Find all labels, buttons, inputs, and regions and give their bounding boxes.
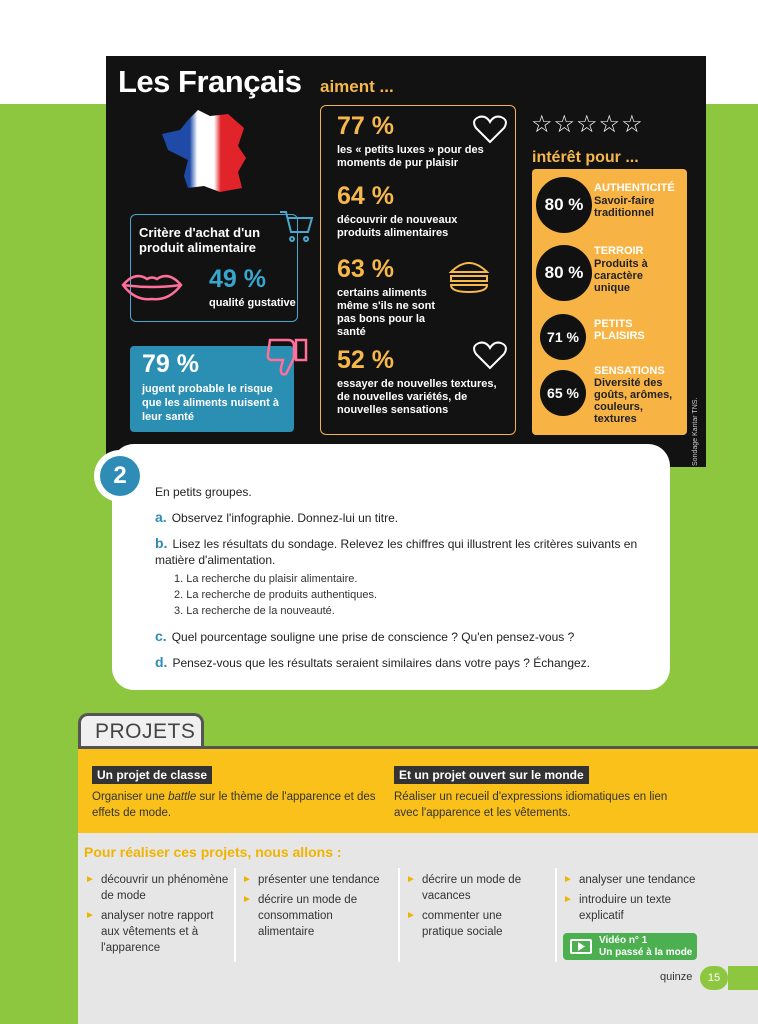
aiment-label: aiment ...	[320, 77, 394, 96]
goal-item: ► introduire un texte explicatif	[579, 892, 699, 924]
france-map-icon	[158, 106, 254, 196]
video-button[interactable]	[563, 933, 697, 960]
burger-icon	[447, 256, 491, 296]
goal-item: ► décrire un mode de consommation alimentaire	[258, 892, 373, 940]
goal-item: ► découvrir un phénomène de mode	[101, 872, 231, 904]
question-d: d. Pensez-vous que les résultats seraient similaires dans votre pays ? Échangez.	[155, 654, 590, 670]
class-project-heading: Un projet de classe	[92, 766, 212, 784]
stat-text: certains aliments même s'ils ne sont pas bons pour la santé	[337, 287, 435, 338]
page-tab	[728, 966, 758, 990]
stat-text: découvrir de nouveaux produits alimentaires	[337, 214, 458, 239]
page-word: quinze	[660, 971, 693, 983]
likes-panel	[320, 105, 516, 435]
risk-percent: 79 %	[142, 350, 199, 378]
column-separator	[234, 868, 236, 962]
world-project-text: Réaliser un recueil d'expressions idiomatiques en lien avec l'apparence et les vêtements.	[394, 791, 668, 819]
goal-item: ► analyser notre rapport aux vêtements et à l'apparence	[101, 908, 231, 956]
stat-circle: 80 %	[536, 177, 592, 233]
stat-percent: 64 %	[337, 182, 394, 210]
stat-percent: 52 %	[337, 346, 394, 374]
category-detail: Diversité des goûts, arômes, couleurs, textures	[594, 377, 673, 425]
criteria-label: Critère d'achat d'un produit alimentaire	[139, 225, 261, 255]
projets-tab: PROJETS	[78, 713, 204, 749]
category-label: PETITS PLAISIRS	[594, 318, 645, 342]
source-credit: Sondage Kantar TNS.	[692, 397, 699, 466]
column-separator	[398, 868, 400, 962]
shopping-cart-icon	[278, 206, 316, 244]
stat-circle: 80 %	[536, 245, 592, 301]
stat-text: les « petits luxes » pour des moments de pur plaisir	[337, 144, 484, 169]
world-project-heading: Et un projet ouvert sur le monde	[394, 766, 589, 784]
goal-item: ► présenter une tendance	[258, 872, 393, 888]
subitem: 1. La recherche du plaisir alimentaire.	[174, 573, 358, 585]
stat-percent: 63 %	[337, 255, 394, 283]
category-label: SENSATIONS	[594, 365, 665, 377]
stat-circle: 65 %	[540, 370, 586, 416]
projects-banner	[78, 749, 758, 833]
heart-icon	[471, 340, 509, 372]
video-label: Vidéo n° 1 Un passé à la mode	[599, 935, 693, 958]
category-label: TERROIR	[594, 245, 644, 257]
exercise-intro: En petits groupes.	[155, 485, 252, 499]
category-detail: Produits à caractère unique	[594, 258, 648, 294]
criteria-box	[130, 214, 298, 322]
criteria-percent: 49 %	[209, 265, 266, 293]
category-label: AUTHENTICITÉ	[594, 182, 675, 194]
exercise-card	[112, 444, 670, 690]
interest-heading: intérêt pour ...	[532, 149, 639, 166]
stars-rating: ☆☆☆☆☆	[531, 111, 644, 138]
page-number: 15	[700, 966, 728, 990]
heart-icon	[471, 114, 509, 146]
question-b: b. Lisez les résultats du sondage. Relevez les chiffres qui illustrent les critères suivants en matière d'alimentation.	[155, 535, 638, 567]
question-c: c. Quel pourcentage souligne une prise de conscience ? Qu'en pensez-vous ?	[155, 628, 575, 644]
goals-heading: Pour réaliser ces projets, nous allons :	[84, 844, 342, 860]
lips-icon	[117, 265, 187, 305]
stat-percent: 77 %	[337, 112, 394, 140]
infographic	[106, 56, 706, 467]
question-a: a. Observez l'infographie. Donnez-lui un titre.	[155, 509, 399, 525]
column-separator	[555, 868, 557, 962]
exercise-number-badge: 2	[94, 450, 146, 502]
goal-item: ► commenter une pratique sociale	[422, 908, 532, 940]
criteria-sub: qualité gustative	[209, 297, 296, 309]
thumbs-down-icon	[264, 336, 312, 380]
goal-item: ► décrire un mode de vacances	[422, 872, 542, 904]
infographic-title: Les Français	[118, 64, 302, 99]
stat-circle: 71 %	[540, 314, 586, 360]
interest-panel	[532, 169, 687, 435]
goal-item: ► analyser une tendance	[579, 872, 719, 888]
class-project-text: Organiser une battle sur le thème de l'apparence et des effets de mode.	[92, 791, 376, 819]
stat-text: essayer de nouvelles textures, de nouvelles variétés, de nouvelles sensations	[337, 378, 497, 416]
category-detail: Savoir-faire traditionnel	[594, 195, 655, 219]
subitem: 3. La recherche de la nouveauté.	[174, 605, 335, 617]
subitem: 2. La recherche de produits authentiques.	[174, 589, 378, 601]
video-play-icon	[570, 939, 592, 954]
risk-sub: jugent probable le risque que les aliments nuisent à leur santé	[142, 383, 279, 423]
